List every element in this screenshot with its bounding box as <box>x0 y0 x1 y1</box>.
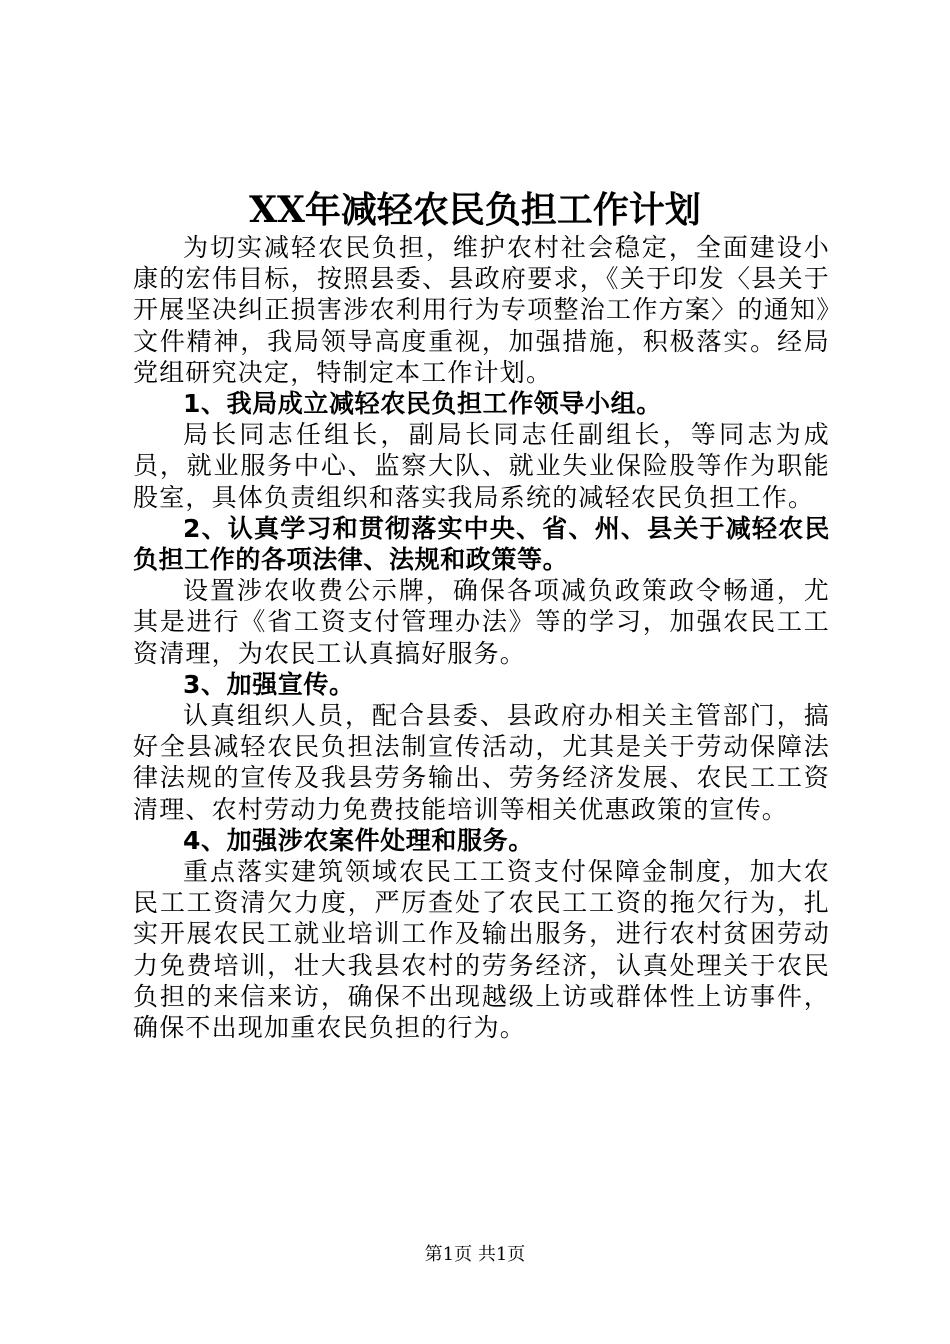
page-number-footer: 第1页 共1页 <box>424 1244 526 1265</box>
document-body <box>133 232 830 1043</box>
section-paragraph-2: 设置涉农收费公示牌，确保各项减负政策政令畅通，尤其是进行《省工资支付管理办法》等的学习，加强农民工工资清理，为农民工认真搞好服务。 <box>133 576 830 668</box>
intro-paragraph: 为切实减轻农民负担，维护农村社会稳定，全面建设小康的宏伟目标，按照县委、县政府要求，《关于印发〈县关于开展坚决纠正损害涉农利用行为专项整治工作方案〉的通知》文件精神，我局领导高度重视，加强措施，积极落实。经局党组研究决定，特制定本工作计划。 <box>133 233 830 387</box>
section-heading-2: 2、认真学习和贯彻落实中央、省、州、县关于减轻农民负担工作的各项法律、法规和政策等。 <box>133 513 830 575</box>
section-heading-3: 3、加强宣传。 <box>183 669 355 699</box>
section-paragraph-1: 局长同志任组长，副局长同志任副组长，等同志为成员，就业服务中心、监察大队、就业失业保险股等作为职能股室，具体负责组织和落实我局系统的减轻农民负担工作。 <box>133 420 830 512</box>
section-paragraph-4: 重点落实建筑领域农民工工资支付保障金制度，加大农民工工资清欠力度，严厉查处了农民工工资的拖欠行为，扎实开展农民工就业培训工作及输出服务，进行农村贫困劳动力免费培训，壮大我县农村的劳务经济，认真处理关于农民负担的来信来访，确保不出现越级上访或群体性上访事件，确保不出现加重农民负担的行为。 <box>133 857 830 1043</box>
section-paragraph-3: 认真组织人员，配合县委、县政府办相关主管部门，搞好全县减轻农民负担法制宣传活动，尤其是关于劳动保障法律法规的宣传及我县劳务输出、劳务经济发展、农民工工资清理、农村劳动力免费技能培训等相关优惠政策的宣传。 <box>133 701 830 824</box>
section-heading-4: 4、加强涉农案件处理和服务。 <box>183 825 534 855</box>
document-title: XX年减轻农民负担工作计划 <box>249 189 701 231</box>
section-heading-1: 1、我局成立减轻农民负担工作领导小组。 <box>183 389 662 419</box>
